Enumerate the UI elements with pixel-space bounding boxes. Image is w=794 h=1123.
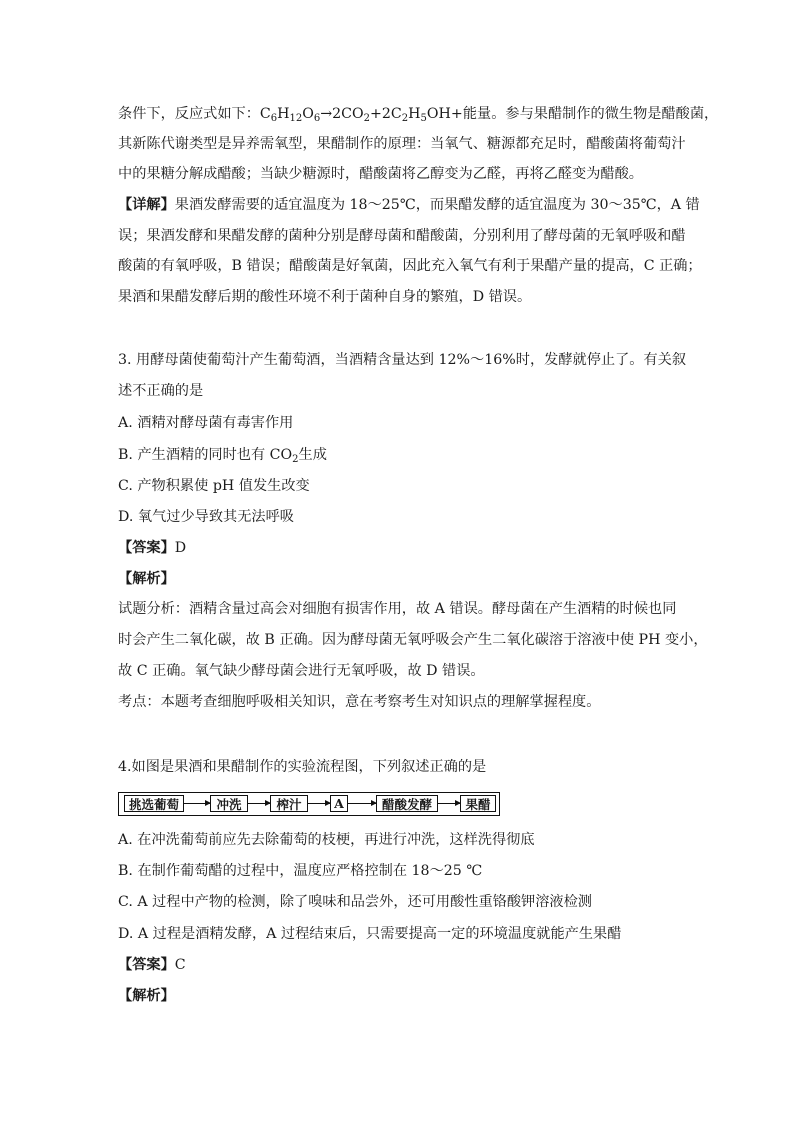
flow-step-rinse: 冲洗 (210, 795, 248, 812)
flow-arrow (308, 803, 330, 804)
paragraph-line: 条件下，反应式如下：$C_6H_{12}O_6\to 2CO_2+2C_2H_5OH+$能量。参与果醋制作的微生物是醋酸菌， (118, 106, 719, 124)
answer-value: D (174, 540, 187, 556)
option-b: B. 在制作葡萄醋的过程中，温度应严格控制在 18～25 ℃ (118, 863, 483, 879)
paragraph-line: 误；果酒发酵和果醋发酵的菌种分别是酵母菌和醋酸菌，分别利用了酵母菌的无氧呼吸和醋 (118, 228, 686, 244)
flow-arrow (438, 803, 460, 804)
question-stem: 4.如图是果酒和果醋制作的实验流程图，下列叙述正确的是 (118, 759, 487, 775)
paragraph-line: 酸菌的有氧呼吸，B 错误；醋酸菌是好氧菌，因此充入氧气有利于果醋产量的提高，C 正确； (118, 258, 702, 274)
paragraph-line: 中的果糖分解成醋酸；当缺少糖源时，醋酸菌将乙醇变为乙醛，再将乙醛变为醋酸。 (118, 166, 643, 182)
answer-label: 【答案】 (118, 957, 175, 973)
option-c: C. 产物积累使 pH 值发生改变 (118, 478, 310, 494)
flow-step-juice: 榨汁 (270, 795, 308, 812)
analysis-line: 故 C 正确。氧气缺少酵母菌会进行无氧呼吸，故 D 错误。 (118, 663, 485, 679)
option-d: D. 氧气过少导致其无法呼吸 (118, 509, 294, 525)
answer-label: 【答案】 (118, 540, 175, 556)
option-d: D. A 过程是酒精发酵，A 过程结束后，只需要提高一定的环境温度就能产生果醋 (118, 926, 622, 942)
flow-step-select-grapes: 挑选葡萄 (124, 795, 184, 812)
paragraph-line: 果酒和果醋发酵后期的酸性环境不利于菌种自身的繁殖，D 错误。 (118, 289, 532, 305)
flow-diagram (118, 792, 500, 816)
analysis-line: 时会产生二氧化碳，故 B 正确。因为酵母菌无氧呼吸会产生二氧化碳溶于溶液中使 PH 变小， (118, 632, 708, 648)
flow-step-a: A (330, 795, 348, 812)
option-a: A. 在冲洗葡萄前应先去除葡萄的枝梗，再进行冲洗，这样洗得彻底 (118, 832, 535, 848)
question-stem: 3. 用酵母菌使葡萄汁产生葡萄酒，当酒精含量达到 12%～16%时，发酵就停止了。有关叙 (118, 352, 687, 368)
option-a: A. 酒精对酵母菌有毒害作用 (118, 415, 294, 431)
answer-line (118, 538, 678, 558)
analysis-label: 【解析】 (118, 571, 175, 587)
flow-step-vinegar: 果醋 (460, 795, 496, 812)
detail-label: 【详解】 (118, 197, 175, 213)
analysis-line: 考点：本题考查细胞呼吸相关知识，意在考察考生对知识点的理解掌握程度。 (118, 694, 601, 710)
flow-step-acetic-fermentation: 醋酸发酵 (376, 795, 438, 812)
flow-arrow (248, 803, 270, 804)
option-c: C. A 过程中产物的检测，除了嗅味和品尝外，还可用酸性重铬酸钾溶液检测 (118, 894, 592, 910)
analysis-line: 试题分析：酒精含量过高会对细胞有损害作用，故 A 错误。酵母菌在产生酒精的时候也同 (118, 601, 677, 617)
answer-value: C (174, 957, 186, 973)
flow-arrow (348, 803, 376, 804)
flow-arrow (184, 803, 210, 804)
paragraph-line: 其新陈代谢类型是异养需氧型，果醋制作的原理：当氧气、糖源都充足时，醋酸菌将葡萄汁 (118, 136, 686, 152)
paragraph-line: 【详解】果酒发酵需要的适宜温度为 18～25℃，而果醋发酵的适宜温度为 30～35℃，A 错 (118, 197, 700, 213)
answer-line (118, 955, 678, 975)
question-stem: 述不正确的是 (118, 383, 204, 399)
analysis-label: 【解析】 (118, 988, 175, 1004)
option-b: B. 产生酒精的同时也有 $CO_2$生成 (118, 447, 327, 465)
